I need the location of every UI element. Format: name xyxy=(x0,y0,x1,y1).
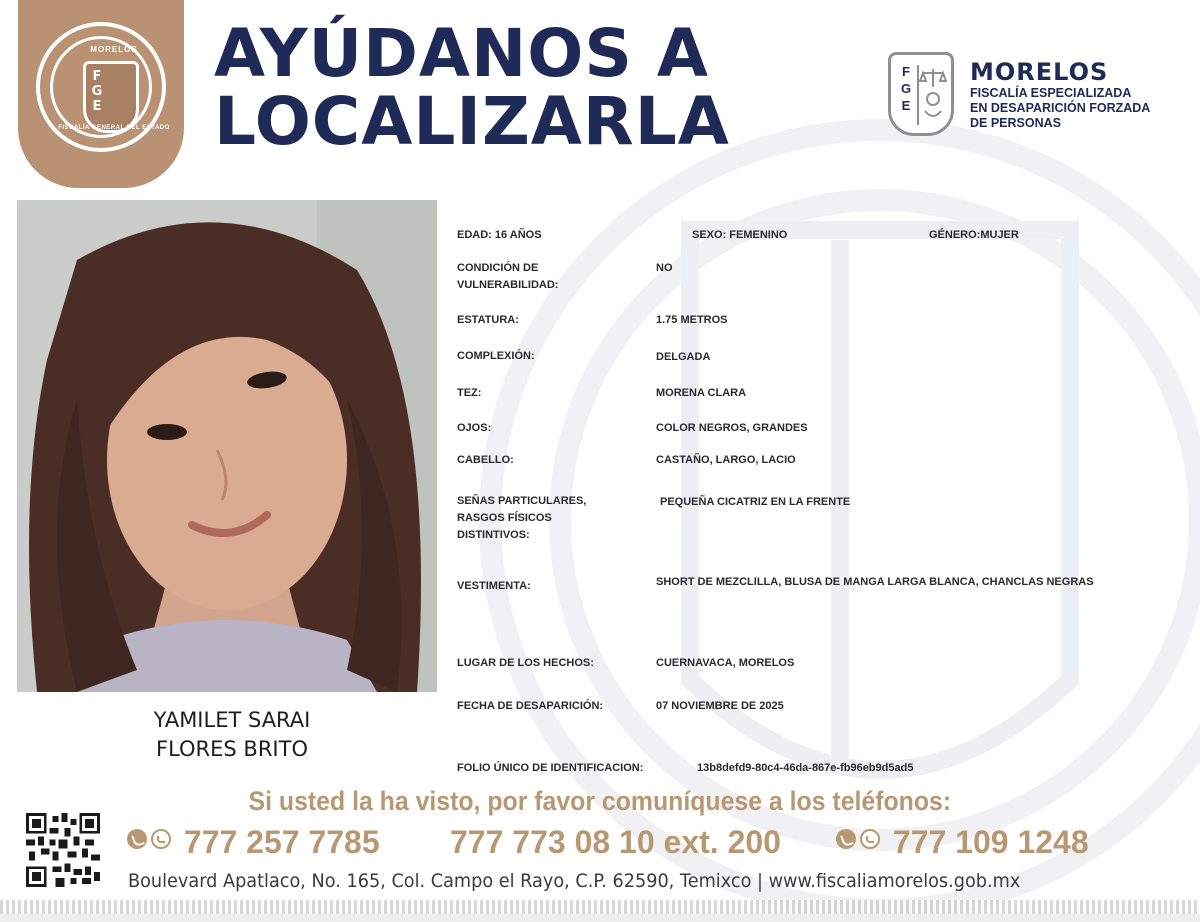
folio-value: 13b8defd9-80c4-46da-867e-fb96eb9d5ad5 xyxy=(697,762,914,774)
marks-label-line-2: RASGOS FÍSICOS xyxy=(457,512,552,524)
person-name-line-2: FLORES BRITO xyxy=(156,737,308,761)
qr-code-icon xyxy=(26,813,100,887)
eyes-label: OJOS: xyxy=(457,422,492,434)
person-name-line-1: YAMILET SARAI xyxy=(153,708,311,732)
call-to-action xyxy=(0,786,1200,817)
marks-label-line-3: DISTINTIVOS: xyxy=(457,529,530,541)
institution-line-3: DE PERSONAS xyxy=(970,116,1061,130)
marks-label-line-1: SEÑAS PARTICULARES, xyxy=(457,495,587,507)
clothing-value: SHORT DE MEZCLILLA, BLUSA DE MANGA LARGA BLANCA, CHANCLAS NEGRAS xyxy=(656,576,1094,588)
bottom-border xyxy=(0,914,1200,922)
call-to-action-text: Si usted la ha visto, por favor comuníquese a los teléfonos: xyxy=(248,786,952,816)
marks-label xyxy=(457,493,586,544)
vulnerability-label-line-2: VULNERABILIDAD: xyxy=(457,279,559,291)
whatsapp-icon xyxy=(151,829,171,849)
sex-field: SEXO: FEMENINO xyxy=(692,229,788,241)
location-value: CUERNAVACA, MORELOS xyxy=(656,657,795,669)
bottom-decorative-strip xyxy=(0,900,1200,914)
whatsapp-icon xyxy=(860,829,880,849)
badge-letters: F G E xyxy=(91,69,103,114)
location-label: LUGAR DE LOS HECHOS: xyxy=(457,657,594,669)
headline-line-1: AYÚDANOS A xyxy=(214,15,709,92)
folio-label: FOLIO ÚNICO DE IDENTIFICACION: xyxy=(457,762,644,774)
phone-call-icon xyxy=(836,829,856,849)
vulnerability-label-line-1: CONDICIÓN DE xyxy=(457,262,539,274)
build-value: DELGADA xyxy=(656,351,711,363)
institution-logo-letters: F G E xyxy=(900,64,912,113)
institution-line-1: FISCALÍA ESPECIALIZADA xyxy=(970,86,1132,100)
gender-field: GÉNERO:MUJER xyxy=(929,229,1019,241)
headline-line-2: LOCALIZARLA xyxy=(214,83,730,160)
build-label: COMPLEXIÓN: xyxy=(457,350,535,362)
height-value: 1.75 METROS xyxy=(656,314,728,326)
phone-2 xyxy=(450,824,781,861)
skin-label: TEZ: xyxy=(457,387,482,399)
phone-1 xyxy=(127,824,380,861)
skin-value: MORENA CLARA xyxy=(656,387,747,399)
address-text: Boulevard Apatlaco, No. 165, Col. Campo el Rayo, C.P. 62590, Temixco | www.fiscaliamorelos.gob.mx xyxy=(128,870,1021,892)
phone-2-number: 777 773 08 10 ext. 200 xyxy=(450,824,781,860)
institution-line-2: EN DESAPARICIÓN FORZADA xyxy=(970,101,1151,115)
vulnerability-value: NO xyxy=(656,262,673,274)
vulnerability-label xyxy=(457,260,558,294)
hair-value: CASTAÑO, LARGO, LACIO xyxy=(656,454,796,466)
institution-state: MORELOS xyxy=(970,58,1109,86)
phone-3-number: 777 109 1248 xyxy=(892,824,1089,860)
clothing-label: VESTIMENTA: xyxy=(457,580,531,592)
phone-numbers xyxy=(0,824,1200,864)
hair-label: CABELLO: xyxy=(457,454,514,466)
date-value: 07 NOVIEMBRE DE 2025 xyxy=(656,700,784,712)
badge-top-text: MORELOS xyxy=(90,45,138,54)
address-and-website xyxy=(128,870,1088,892)
marks-value: PEQUEÑA CICATRIZ EN LA FRENTE xyxy=(660,496,851,508)
phone-call-icon xyxy=(127,829,147,849)
date-label: FECHA DE DESAPARICIÓN: xyxy=(457,700,604,712)
age-field: EDAD: 16 AÑOS xyxy=(457,229,542,241)
phone-1-number: 777 257 7785 xyxy=(183,824,380,860)
height-label: ESTATURA: xyxy=(457,314,519,326)
eyes-value: COLOR NEGROS, GRANDES xyxy=(656,422,808,434)
badge-ring-text: FISCALÍA GENERAL DEL ESTADO xyxy=(58,125,170,131)
phone-3 xyxy=(836,824,1089,861)
